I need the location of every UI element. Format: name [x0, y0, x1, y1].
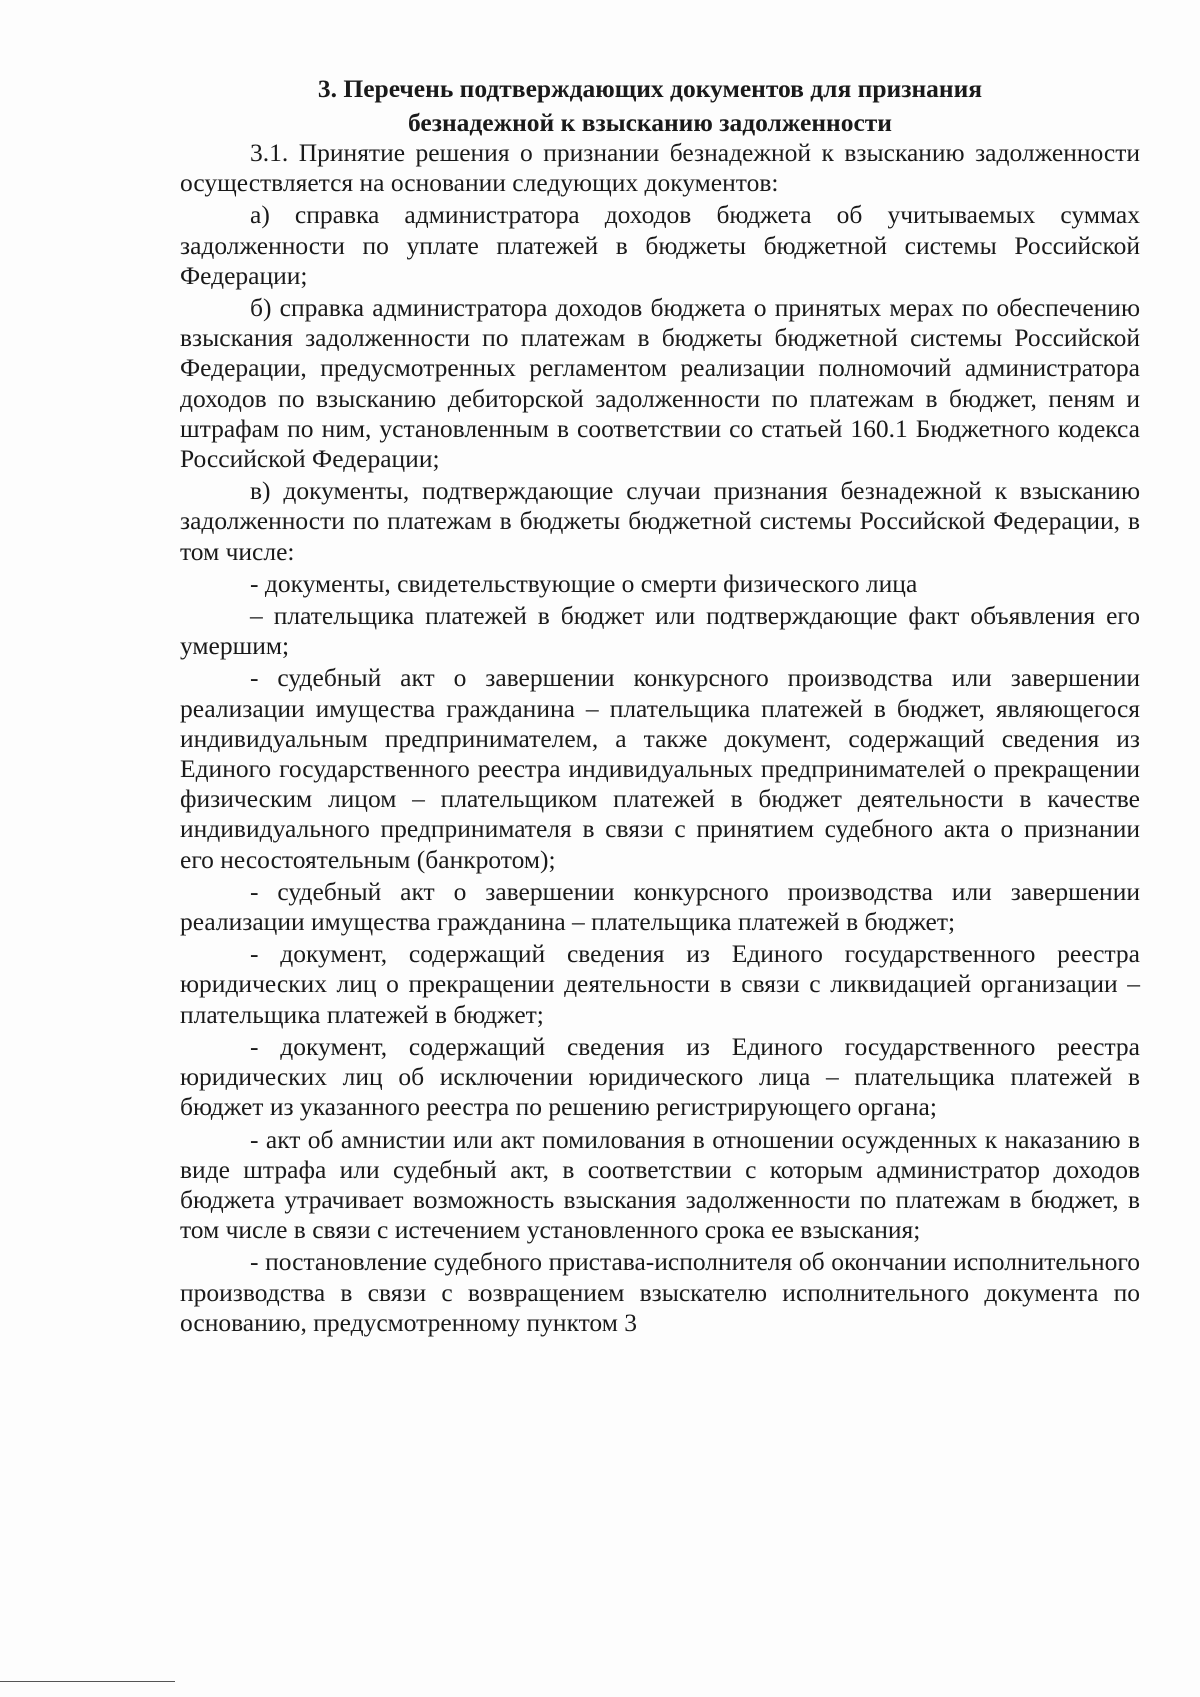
list-item-amnesty-act: - акт об амнистии или акт помилования в отношении осужденных к наказанию в виде штрафа или судебный акт, в соответствии с которым администратор доходов бюджета утрачивает возможность взыскания задолженности по платежам в бюджет, в том числе в связи с истечением установленного срока ее взыскания; — [180, 1124, 1140, 1245]
paragraph-item-a: а) справка администратора доходов бюджета об учитываемых суммах задолженности по уплате платежей в бюджеты бюджетной системы Российской Федерации; — [180, 200, 1140, 290]
list-item-payer-declared-dead: – плательщика платежей в бюджет или подтверждающие факт объявления его умершим; — [180, 601, 1140, 661]
list-item-exclusion-from-register: - документ, содержащий сведения из Единого государственного реестра юридических лиц об исключении юридического лица – плательщика платежей в бюджет из указанного реестра по решению регистрирующего органа; — [180, 1031, 1140, 1122]
section-heading-line-2: безнадежной к взысканию задолженности — [407, 108, 892, 137]
section-heading-line-1: 3. Перечень подтверждающих документов для признания — [317, 74, 983, 103]
list-item-death-documents: - документы, свидетельствующие о смерти физического лица — [250, 568, 918, 598]
paragraph-item-v: в) документы, подтверждающие случаи признания безнадежной к взысканию задолженности по платежам в бюджеты бюджетной системы Российской Федерации, в том числе: — [180, 476, 1140, 566]
list-item-bailiff-resolution: - постановление судебного пристава-исполнителя об окончании исполнительного производства в связи с возвращением взыскателю исполнительного документа по основанию, предусмотренному пунктом 3 — [180, 1247, 1140, 1337]
document-body — [180, 138, 1140, 1338]
section-heading — [250, 72, 1050, 140]
footnote-divider — [0, 1681, 175, 1682]
list-item-liquidation: - документ, содержащий сведения из Единого государственного реестра юридических лиц о прекращении деятельности в связи с ликвидацией организации – плательщика платежей в бюджет; — [180, 939, 1140, 1029]
paragraph-3-1: 3.1. Принятие решения о признании безнадежной к взысканию задолженности осуществляется на основании следующих документов: — [180, 138, 1140, 198]
list-item-bankruptcy-entrepreneur: - судебный акт о завершении конкурсного производства или завершении реализации имущества гражданина – плательщика платежей в бюджет, являющегося индивидуальным предпринимателем, а также документ, содержащий сведения из Единого государственного реестра индивидуальных предпринимателей о прекращении физическим лицом – плательщиком платежей в бюджет деятельности в качестве индивидуального предпринимателя в связи с принятием судебного акта о признании его несостоятельным (банкротом); — [180, 663, 1140, 874]
paragraph-item-b: б) справка администратора доходов бюджета о принятых мерах по обеспечению взыскания задолженности по платежам в бюджеты бюджетной системы Российской Федерации, предусмотренных регламентом реализации полномочий администратора доходов по взысканию дебиторской задолженности по платежам в бюджет, пеням и штрафам по ним, установленным в соответствии со статьей 160.1 Бюджетного кодекса Российской Федерации; — [180, 293, 1140, 474]
list-item-bankruptcy-citizen: - судебный акт о завершении конкурсного производства или завершении реализации имущества гражданина – плательщика платежей в бюджет; — [180, 876, 1140, 937]
